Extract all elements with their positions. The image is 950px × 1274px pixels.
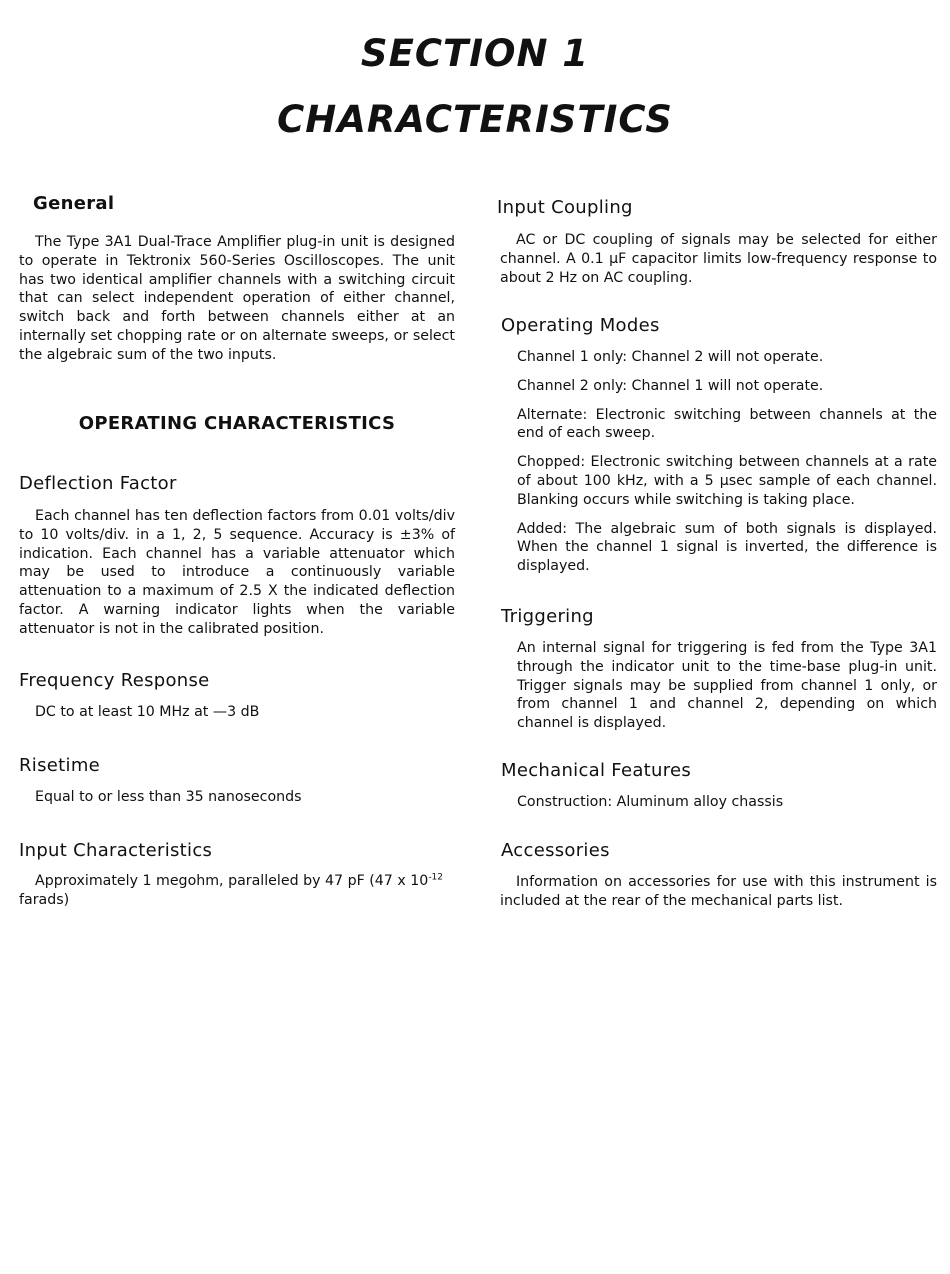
mode-item: Alternate: Electronic switching between channels at the end of each sweep. bbox=[517, 406, 937, 442]
deflection-section bbox=[19, 473, 455, 495]
input-coupling-section bbox=[497, 197, 937, 219]
triggering-body bbox=[517, 639, 937, 733]
operating-characteristics bbox=[19, 413, 455, 435]
frequency-section bbox=[19, 670, 455, 692]
operating-modes-section bbox=[501, 315, 937, 337]
input-coupling-text: AC or DC coupling of signals may be selected for either channel. A 0.1 µF capacitor limits low-frequency response to about 2 Hz on AC coupling. bbox=[500, 232, 937, 286]
input-characteristics-text bbox=[19, 872, 455, 910]
frequency-body bbox=[19, 703, 455, 722]
risetime-text: Equal to or less than 35 nanoseconds bbox=[35, 789, 302, 805]
input-coupling-body bbox=[500, 231, 937, 287]
general-body bbox=[19, 233, 455, 365]
mode-item: Added: The algebraic sum of both signals is displayed. When the channel 1 signal is inverted, the difference is displayed. bbox=[517, 520, 937, 575]
input-characteristics-heading: Input Characteristics bbox=[19, 840, 213, 861]
input-characteristics-text-b: farads) bbox=[19, 891, 70, 908]
triggering-heading: Triggering bbox=[501, 606, 594, 627]
deflection-body bbox=[19, 507, 455, 639]
input-characteristics-section bbox=[19, 840, 455, 862]
general-section bbox=[33, 193, 455, 215]
triggering-text: An internal signal for triggering is fed from the Type 3A1 through the indicator unit to the time-base plug-in unit. Trigger signals may be supplied from channel 1 only, or from channel 1 and channel 2, depending on which channel is displayed. bbox=[517, 640, 937, 732]
general-heading: General bbox=[33, 193, 115, 214]
accessories-body bbox=[500, 873, 937, 911]
general-text: The Type 3A1 Dual-Trace Amplifier plug-in unit is designed to operate in Tektronix 560-Series Oscilloscopes. The unit has two identical amplifier channels with a switching circuit that can select independent operation of either channel, switch back and forth between channels either at an internally set chopping rate or on alternate sweeps, or select the algebraic sum of the two inputs. bbox=[19, 234, 455, 363]
mechanical-section bbox=[501, 760, 937, 782]
input-coupling-heading: Input Coupling bbox=[497, 197, 633, 218]
accessories-text: Information on accessories for use with this instrument is included at the rear of the mechanical parts list. bbox=[500, 874, 937, 909]
mechanical-text: Construction: Aluminum alloy chassis bbox=[517, 794, 784, 810]
triggering-section bbox=[501, 606, 937, 628]
risetime-body bbox=[19, 788, 455, 807]
mechanical-body bbox=[517, 793, 937, 812]
risetime-section bbox=[19, 755, 455, 777]
mode-item: Chopped: Electronic switching between channels at a rate of about 100 kHz, with a 5 µsec sample of each channel. Blanking occurs while switching is taking place. bbox=[517, 454, 937, 508]
input-characteristics-text-a: Approximately 1 megohm, paralleled by 47 pF (47 x 10 bbox=[35, 873, 429, 889]
deflection-heading: Deflection Factor bbox=[19, 473, 177, 494]
mode-item: Channel 1 only: Channel 2 will not operate. bbox=[517, 349, 824, 365]
operating-modes-list bbox=[517, 348, 937, 576]
operating-characteristics-heading: OPERATING CHARACTERISTICS bbox=[78, 413, 396, 434]
deflection-text: Each channel has ten deflection factors from 0.01 volts/div to 10 volts/div. in a 1, 2, 5 sequence. Accuracy is ±3% of indication. Each channel has a variable attenuator which may be used to introduce a continuously variable attenuation to a maximum of 2.5 X the indicated deflection factor. A warning indicator lights when the variable attenuator is not in the calibrated position. bbox=[19, 508, 455, 637]
operating-modes-heading: Operating Modes bbox=[501, 315, 660, 336]
input-characteristics-exponent: -12 bbox=[428, 872, 444, 883]
section-number: SECTION 1 bbox=[360, 32, 590, 75]
frequency-heading: Frequency Response bbox=[19, 670, 210, 691]
page-title: CHARACTERISTICS bbox=[277, 98, 673, 141]
risetime-heading: Risetime bbox=[19, 755, 101, 776]
input-characteristics-body bbox=[19, 872, 455, 910]
accessories-section bbox=[501, 840, 937, 862]
page-header bbox=[0, 30, 950, 144]
accessories-heading: Accessories bbox=[501, 840, 610, 861]
frequency-text: DC to at least 10 MHz at —3 dB bbox=[35, 704, 260, 720]
mode-item: Channel 2 only: Channel 1 will not operate. bbox=[517, 377, 824, 394]
mechanical-heading: Mechanical Features bbox=[501, 760, 692, 781]
